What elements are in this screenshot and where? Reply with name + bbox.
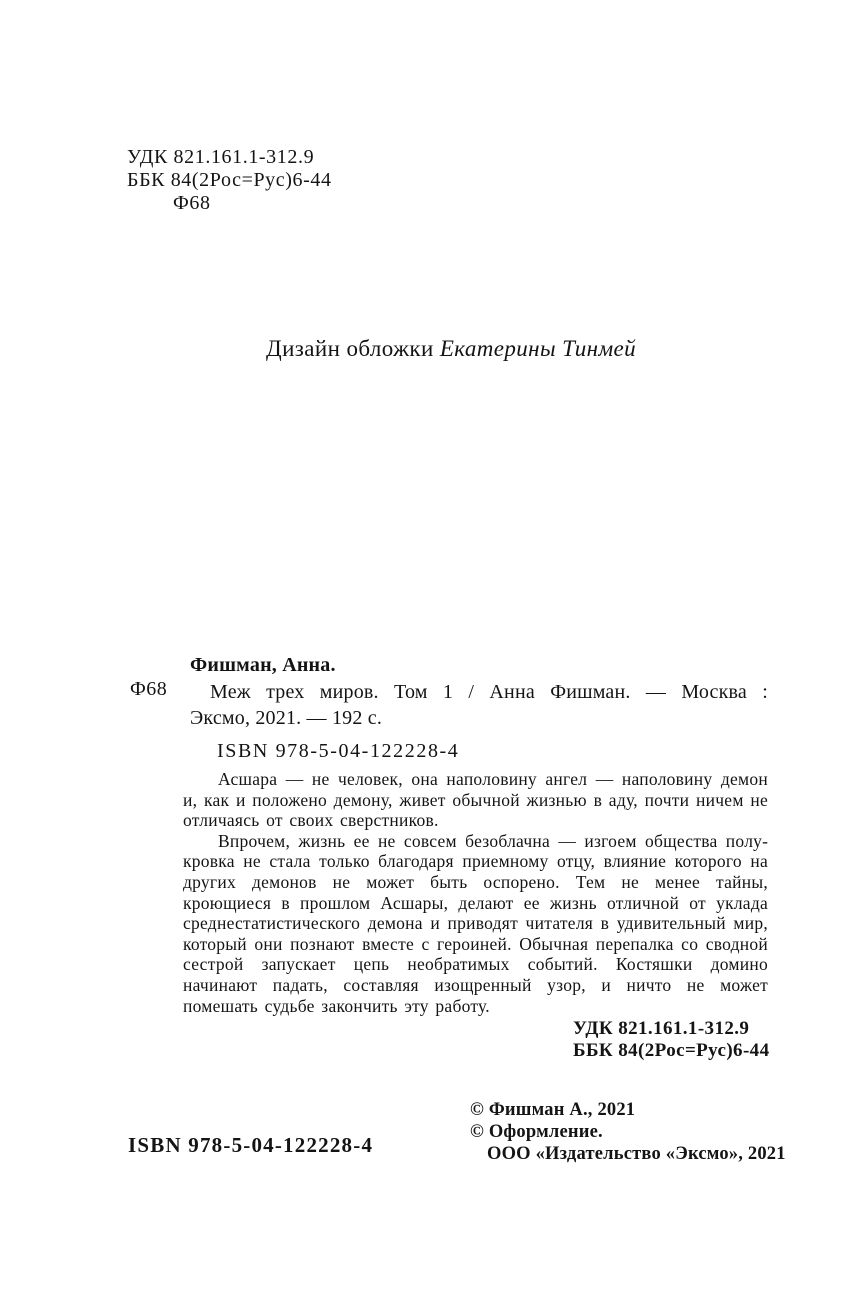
catalog-description-line2: Эксмо, 2021. — 192 с. [190,707,383,729]
copyright-publisher: ООО «Издательство «Эксмо», 2021 [487,1144,786,1164]
cover-design-credit [266,336,636,362]
catalog-author-sign: Ф68 [130,678,168,700]
catalog-entry [190,652,768,764]
catalog-author: Фишман, Анна. [190,654,336,676]
cover-design-label: Дизайн обложки [266,336,440,361]
udk-code-bottom: УДК 821.161.1-312.9 [573,1018,750,1039]
catalog-isbn: ISBN 978-5-04-122228-4 [217,739,460,762]
copyright-block [470,1099,786,1165]
annotation-paragraph-1: Асшара — не человек, она наполовину ангел — наполовину демон и, как и положено демону, живет обычной жизнью в аду, почти ничем не отличаясь от своих сверстников. [183,769,768,831]
catalog-description-line1: Меж трех миров. Том 1 / Анна Фишман. — Москва : [210,680,768,703]
cover-designer-name: Екатерины Тинмей [439,336,637,361]
annotation [183,769,768,1016]
copyright-design: © Оформление. [470,1122,603,1142]
annotation-paragraph-2: Впрочем, жизнь ее не совсем безоблачна — изгоем общества полукровка не стала только благодаря приемному отцу, влияние которого на других демонов не может быть оспорено. Тем не менее тайны, кроющиеся в прошлом Асшары, делают ее жизнь отличной от уклада среднестатистического демона и приводят читателя в удивительный мир, который они познают вместе с героиней. Обычная перепалка со сводной сестрой запускает цепь необратимых событий. Костяшки домино начинают падать, составляя изощренный узор, и ничто не может помешать судьбе закончить эту работу. [183,830,768,1016]
bottom-classification-codes [573,1018,769,1061]
udk-code: УДК 821.161.1-312.9 [127,146,315,168]
copyright-author: © Фишман А., 2021 [470,1100,636,1120]
bbk-code-bottom: ББК 84(2Рос=Рус)6-44 [573,1039,770,1061]
isbn-bottom: ISBN 978-5-04-122228-4 [128,1133,374,1157]
author-sign: Ф68 [173,192,211,214]
top-classification-codes [127,146,332,215]
bbk-code: ББК 84(2Рос=Рус)6-44 [127,169,332,191]
